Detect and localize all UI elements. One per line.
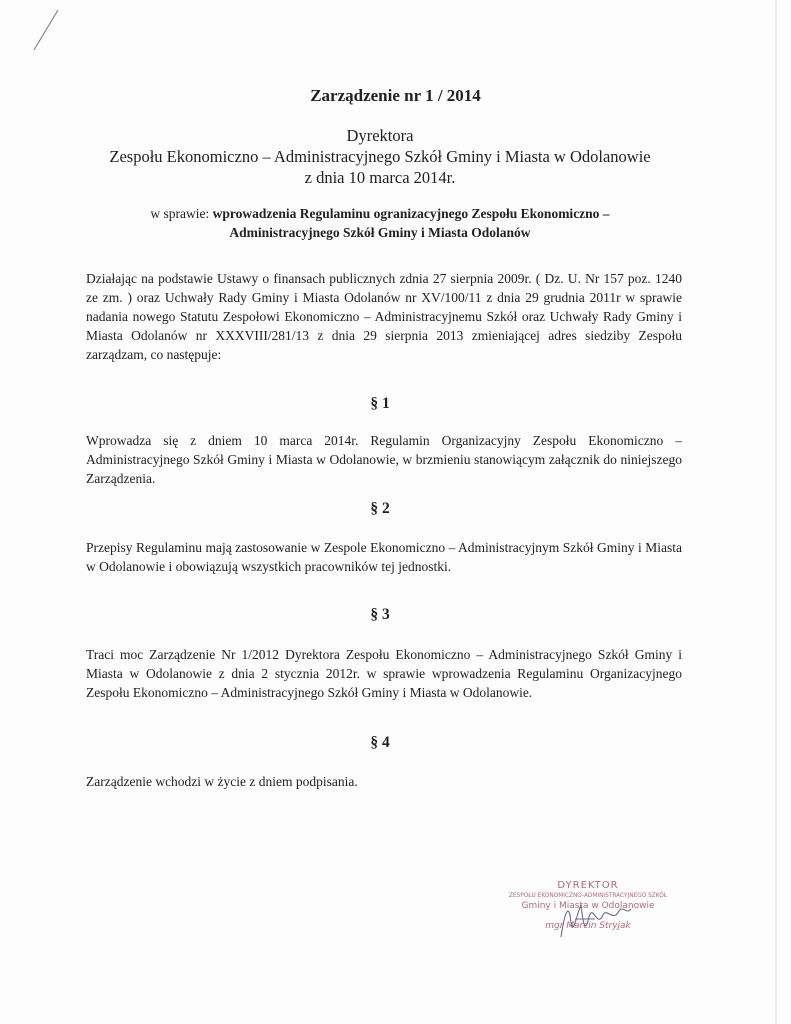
- subject-bold-line2: Administracyjnego Szkół Gminy i Miasta Odolanów: [229, 225, 531, 240]
- stamp-location: Gminy i Miasta w Odolanowie: [521, 901, 655, 911]
- subject-prefix: w sprawie:: [150, 206, 210, 221]
- subject-line1: [0, 204, 760, 223]
- pen-mark: [28, 6, 68, 56]
- stamp-name: mgr Marcin Stryjak: [545, 921, 631, 931]
- issuer-line1: Dyrektora: [346, 126, 414, 145]
- section-2-text: Przepisy Regulaminu mają zastosowanie w Zespole Ekonomiczno – Administracyjnym Szkół Gminy i Miasta w Odolanowie i obowiązują wszystkich pracowników tej jednostki.: [86, 540, 682, 574]
- section-3-heading: § 3: [370, 606, 390, 623]
- section-4-text: Zarządzenie wchodzi w życie z dniem podpisania.: [86, 774, 358, 789]
- issuer-line2: Zespołu Ekonomiczno – Administracyjnego Szkół Gminy i Miasta w Odolanowie: [109, 147, 651, 166]
- date-line: z dnia 10 marca 2014r.: [304, 168, 456, 187]
- page-edge: [775, 0, 777, 1024]
- stamp-organization: ZESPOŁU EKONOMICZNO-ADMINISTRACYJNEGO SZKÓŁ: [508, 893, 668, 899]
- section-3-text: Traci moc Zarządzenie Nr 1/2012 Dyrektora Zespołu Ekonomiczno – Administracyjnego Szkół Gminy i Miasta w Odolanowie z dnia 2 stycznia 2012r. w sprawie wprowadzenia Regulaminu Organizacyjnego Zespołu Ekonomiczno – Administracyjnego Szkół Gminy i Miasta w Odolanowie.: [86, 647, 682, 700]
- section-1-text: Wprowadza się z dniem 10 marca 2014r. Regulamin Organizacyjny Zespołu Ekonomiczno – Administracyjnego Szkół Gminy i Miasta w Odolanowie, w brzmieniu stanowiącym załącznik do niniejszego Zarządzenia.: [86, 433, 682, 486]
- section-2-heading: § 2: [370, 500, 390, 517]
- handwritten-signature: [555, 893, 635, 948]
- document-title: Zarządzenie nr 1 / 2014: [310, 86, 481, 105]
- section-4-heading: § 4: [370, 734, 390, 751]
- intro-paragraph: Działając na podstawie Ustawy o finansach publicznych zdnia 27 sierpnia 2009r. ( Dz. U. Nr 157 poz. 1240 ze zm. ) oraz Uchwały Rady Gminy i Miasta Odolanów nr XV/100/11 z dnia 29 grudnia 2011r w sprawie nadania nowego Statutu Zespołowi Ekonomiczno – Administracyjnemu Szkół oraz Uchwały Rady Gminy i Miasta Odolanów nr XXXVIII/281/13 z dnia 29 sierpnia 2013 zmieniającej adres siedziby Zespołu zarządzam, co następuje:: [86, 271, 682, 362]
- subject-block: [0, 204, 760, 242]
- issuer-block: [0, 125, 760, 188]
- stamp-title: DYREKTOR: [557, 880, 619, 891]
- section-1-heading: § 1: [370, 395, 390, 412]
- subject-line2: [0, 223, 760, 242]
- subject-bold-line1: wprowadzenia Regulaminu ogranizacyjnego Zespołu Ekonomiczno –: [212, 206, 610, 221]
